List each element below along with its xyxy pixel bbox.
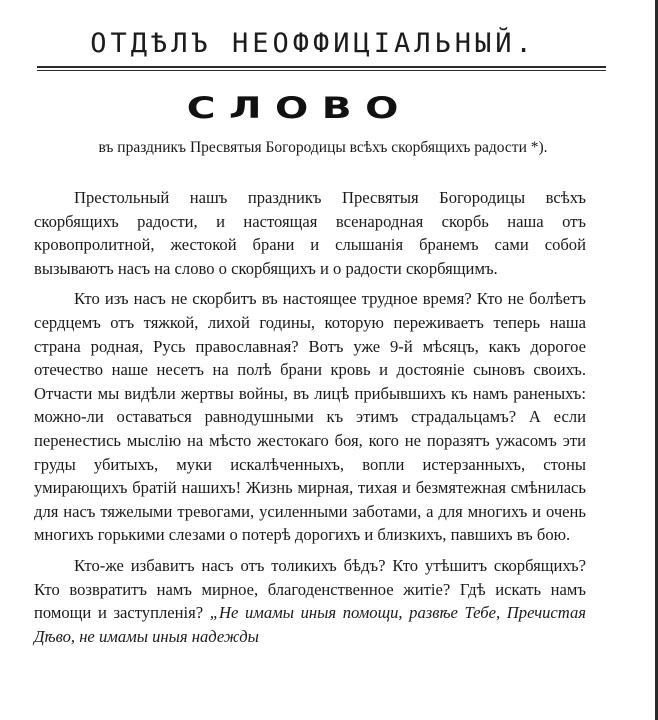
paragraph: Престольный нашъ праздникъ Пресвятыя Богородицы всѣхъ скорбящихъ радости, и настоящая всенародная скорбь наша отъ кровопролитной, жестокой брани и слышанія бранемъ сами собой вызываютъ насъ на слово о скорбящихъ и о радости скорбящимъ. [34,188,586,278]
section-title: ОТДѢЛЪ НЕОФФИЦІАЛЬНЫЙ. [90,28,536,59]
sermon-subtitle: въ праздникъ Пресвятыя Богородицы всѣхъ скорбящихъ радости *). [98,139,548,156]
title-underline [37,66,606,68]
sermon-title: СЛОВО [186,91,412,125]
scripture-quote: „Не имамы иныя помощи, развѣе Тебе, Пречистая Дѣво, не имамы иныя надежды [34,603,586,646]
paragraph: Кто изъ насъ не скорбитъ въ настоящее трудное время? Кто не болѣетъ сердцемъ отъ тяжкой, лихой годины, которую переживаетъ теперь наша страна родная, Русь православная? Вотъ уже 9-й мѣсяцъ, какъ дорогое отечество наше несетъ на полѣ брани кровь и достояніе сыновъ своихъ. Отчасти мы видѣли жертвы войны, въ лицѣ прибывшихъ къ намъ раненыхъ: можно-ли оставаться равнодушными къ этимъ страдальцамъ? А если перенестись мыслію на мѣсто жестокаго боя, кого не поразятъ ужасомъ эти груды убитыхъ, муки искалѣченныхъ, вопли истерзанныхъ, стоны умирающихъ братій нашихъ! Жизнь мирная, тихая и безмятежная смѣнилась для насъ тяжелыми тревогами, усиленными заботами, а для многихъ и очень многихъ горькими слезами о потерѣ дорогихъ и близкихъ, павшихъ въ бою. [34,289,586,545]
sermon-body [34,186,586,655]
paragraph-text: Кто-же избавитъ насъ отъ толикихъ бѣдъ? Кто утѣшитъ скорбящихъ? Кто возвратитъ намъ мирное, благоденственное житіе? Гдѣ искать намъ помощи и заступленія? [34,555,586,623]
title-underline-thin [37,70,606,71]
paragraph [34,554,586,648]
